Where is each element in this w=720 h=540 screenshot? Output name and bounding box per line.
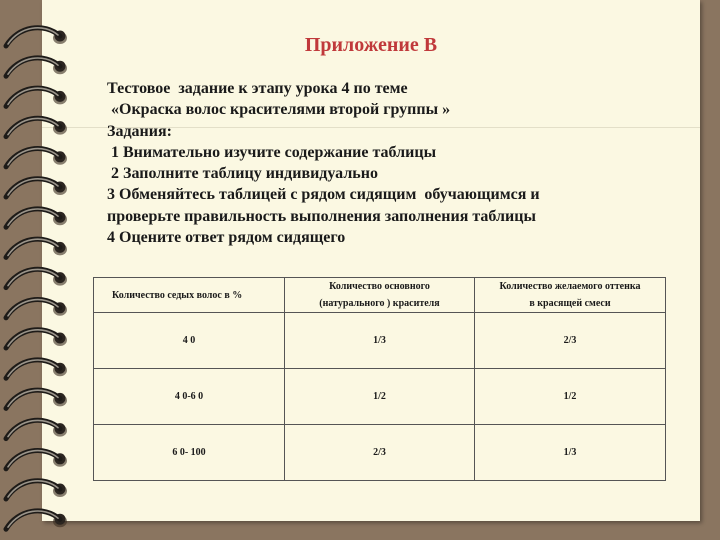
- table-cell: 1/2: [475, 369, 666, 425]
- header-gray-hair: Количество седых волос в %: [94, 278, 285, 313]
- task-line-4: 4 Оцените ответ рядом сидящего: [107, 229, 346, 247]
- task-line-theme: «Окраска волос красителями второй группы »: [107, 101, 451, 119]
- task-line-1: 1 Внимательно изучите содержание таблицы: [107, 143, 437, 161]
- table-cell: 2/3: [475, 313, 666, 369]
- table-cell: 4 0-6 0: [94, 369, 285, 425]
- spiral-binding-icon: [0, 0, 80, 540]
- task-line-topic: Тестовое задание к этапу урока 4 по теме: [107, 80, 408, 97]
- dye-ratio-table: [93, 277, 666, 481]
- header-base-dye: [285, 278, 475, 313]
- table-cell: 1/3: [475, 425, 666, 481]
- task-line-2: 2 Заполните таблицу индивидуально: [107, 165, 378, 183]
- table-row: [94, 313, 666, 369]
- header-base-dye-line2: (натурального ) красителя: [319, 298, 440, 309]
- header-desired-shade: [475, 278, 666, 313]
- table-cell: 4 0: [94, 313, 285, 369]
- table-cell: 6 0- 100: [94, 425, 285, 481]
- task-line-3a: 3 Обменяйтесь таблицей с рядом сидящим обучающимся и: [107, 186, 540, 204]
- table-cell: 1/3: [285, 313, 475, 369]
- header-base-dye-line1: Количество основного: [329, 281, 430, 292]
- table-cell: 1/2: [285, 369, 475, 425]
- page-title: Приложение В: [304, 34, 438, 56]
- table-row: [94, 369, 666, 425]
- table-cell: 2/3: [285, 425, 475, 481]
- task-text: [107, 78, 687, 248]
- table-header-row: [94, 278, 666, 313]
- header-desired-shade-line2: в красящей смеси: [529, 298, 611, 309]
- header-desired-shade-line1: Количество желаемого оттенка: [499, 281, 641, 292]
- task-line-3b: проверьте правильность выполнения заполнения таблицы: [107, 207, 536, 225]
- task-line-heading: Задания:: [107, 122, 172, 140]
- table-row: [94, 425, 666, 481]
